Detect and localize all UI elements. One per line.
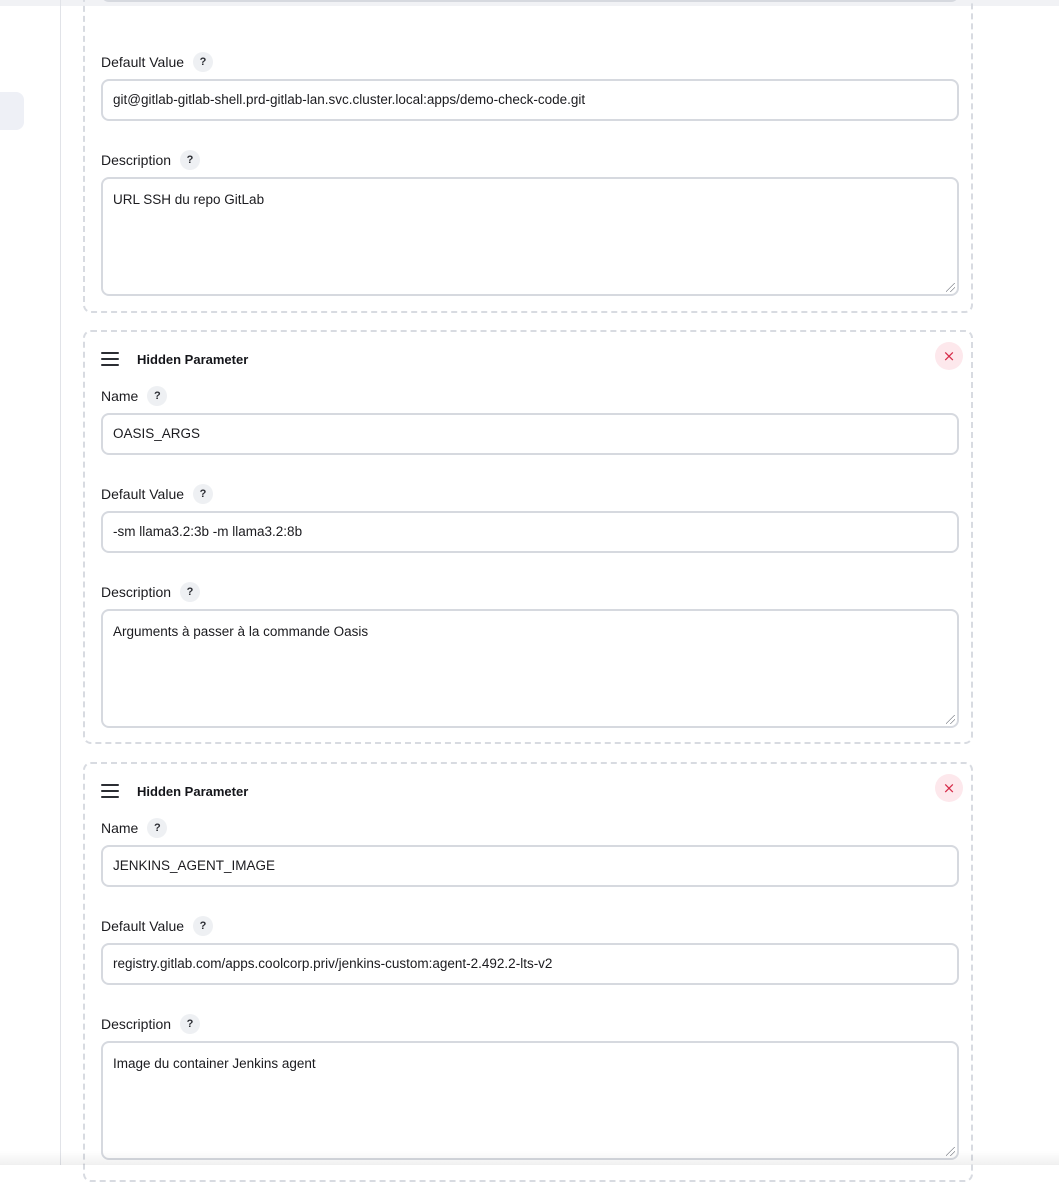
help-icon[interactable]: ? [147, 386, 167, 406]
help-icon[interactable]: ? [180, 1014, 200, 1034]
default-value-input[interactable]: registry.gitlab.com/apps.coolcorp.priv/jenkins-custom:agent-2.492.2-lts-v2 [101, 943, 959, 985]
default-value-input[interactable]: git@gitlab-gitlab-shell.prd-gitlab-lan.svc.cluster.local:apps/demo-check-code.git [101, 79, 959, 121]
name-label [101, 386, 167, 406]
delete-parameter-button[interactable]: × [935, 342, 963, 370]
default-value-label [101, 916, 213, 936]
name-input[interactable]: OASIS_ARGS [101, 413, 959, 455]
card-title: Hidden Parameter [137, 351, 249, 367]
description-label [101, 582, 200, 602]
delete-parameter-button[interactable]: × [935, 774, 963, 802]
description-label-text: Description [101, 1016, 172, 1032]
drag-handle-icon[interactable] [101, 784, 119, 798]
help-icon[interactable]: ? [147, 818, 167, 838]
name-label-text: Name [101, 388, 139, 404]
default-value-label-text: Default Value [101, 486, 185, 502]
description-label-text: Description [101, 584, 172, 600]
default-value-label [101, 52, 213, 72]
bottom-bar-shadow [0, 1151, 1059, 1165]
description-label [101, 150, 200, 170]
card-header [101, 780, 248, 802]
description-label-text: Description [101, 152, 172, 168]
description-textarea-value: Image du container Jenkins agent [113, 1056, 316, 1071]
description-textarea[interactable] [101, 609, 959, 728]
default-value-label [101, 484, 213, 504]
default-value-label-text: Default Value [101, 54, 185, 70]
help-icon[interactable]: ? [193, 916, 213, 936]
help-icon[interactable]: ? [180, 582, 200, 602]
sidebar-active-indicator[interactable] [0, 92, 24, 130]
parameter-card-gitlab-repo [83, 0, 973, 313]
help-icon[interactable]: ? [193, 484, 213, 504]
drag-handle-icon[interactable] [101, 352, 119, 366]
name-label [101, 818, 167, 838]
resize-grip-icon[interactable] [946, 715, 955, 724]
name-label-text: Name [101, 820, 139, 836]
card-header [101, 348, 248, 370]
description-textarea[interactable] [101, 177, 959, 296]
parameter-card-oasis-args [83, 330, 973, 744]
description-label [101, 1014, 200, 1034]
description-textarea-value: Arguments à passer à la commande Oasis [113, 624, 369, 639]
default-value-input[interactable]: -sm llama3.2:3b -m llama3.2:8b [101, 511, 959, 553]
help-icon[interactable]: ? [193, 52, 213, 72]
description-textarea[interactable] [101, 1041, 959, 1160]
card-title: Hidden Parameter [137, 783, 249, 799]
name-input[interactable] [101, 0, 959, 2]
description-textarea-value: URL SSH du repo GitLab [113, 192, 265, 207]
default-value-label-text: Default Value [101, 918, 185, 934]
help-icon[interactable]: ? [180, 150, 200, 170]
resize-grip-icon[interactable] [946, 283, 955, 292]
sidebar-divider [60, 0, 61, 1165]
parameter-card-jenkins-agent-image [83, 762, 973, 1182]
name-input[interactable]: JENKINS_AGENT_IMAGE [101, 845, 959, 887]
